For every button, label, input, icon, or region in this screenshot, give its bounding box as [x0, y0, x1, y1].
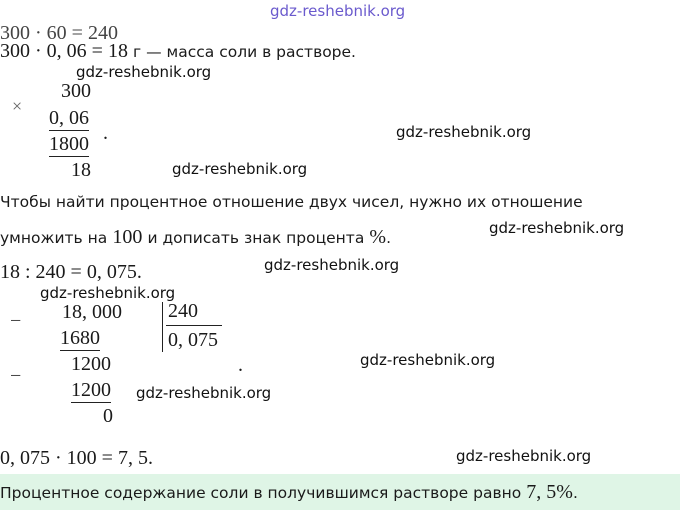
- rule-line-1: Чтобы найти процентное отношение двух чисел, нужно их отношение: [0, 193, 583, 211]
- answer-box: [0, 474, 680, 510]
- final-expression: 0, 075 · 100 = 7, 5.: [0, 447, 153, 469]
- answer-line: [0, 481, 578, 504]
- rule-number: 100: [112, 226, 143, 248]
- dividend: 18, 000: [62, 301, 122, 323]
- cut-off-line: 300 · 60 = 240: [0, 22, 118, 44]
- watermark: gdz-reshebnik.org: [76, 63, 212, 81]
- remainder-1: 1200: [71, 353, 111, 375]
- mult-partial: 1800: [49, 133, 89, 155]
- divisor: 240: [168, 300, 198, 322]
- mass-line: [0, 40, 356, 63]
- mult-dot: .: [103, 122, 108, 144]
- answer-text: Процентное содержание соли в получившимся растворе равно: [0, 484, 522, 502]
- mult-factor-b: 0, 06: [49, 107, 89, 129]
- mult-result: 18: [71, 159, 91, 181]
- rule-line-2-start: умножить на: [0, 229, 108, 247]
- division-expression: 18 : 240 = 0, 075.: [0, 261, 142, 283]
- division-bar-vertical: [162, 302, 163, 352]
- quotient: 0, 075: [168, 329, 218, 351]
- rule-line-2-middle: и дописать знак процента: [147, 229, 365, 247]
- answer-end: .: [572, 484, 578, 502]
- rule-line-2-end: .: [386, 229, 392, 247]
- minus-sign: −: [10, 365, 22, 387]
- watermark: gdz-reshebnik.org: [360, 351, 496, 369]
- division-bar-horizontal: [166, 325, 222, 326]
- percent-symbol: %: [369, 226, 387, 248]
- watermark: gdz-reshebnik.org: [136, 384, 272, 402]
- watermark: gdz-reshebnik.org: [172, 160, 308, 178]
- mass-expression: 300 · 0, 06 = 18: [0, 40, 128, 62]
- watermark: gdz-reshebnik.org: [456, 447, 592, 465]
- subtrahend-2: 1200: [71, 379, 111, 401]
- watermark: gdz-reshebnik.org: [264, 256, 400, 274]
- watermark: gdz-reshebnik.org: [489, 219, 625, 237]
- mass-text: г — масса соли в растворе.: [133, 43, 356, 61]
- answer-value: 7, 5%: [526, 481, 573, 503]
- remainder-final: 0: [103, 405, 113, 427]
- watermark: gdz-reshebnik.org: [270, 2, 406, 20]
- mult-factor-a: 300: [61, 80, 91, 102]
- multiply-sign: ×: [12, 96, 23, 116]
- watermark: gdz-reshebnik.org: [40, 284, 176, 302]
- watermark: gdz-reshebnik.org: [396, 123, 532, 141]
- rule-line-2: [0, 226, 391, 249]
- minus-sign: −: [10, 310, 22, 332]
- division-dot: .: [238, 354, 243, 376]
- subtrahend-1: 1680: [60, 327, 100, 349]
